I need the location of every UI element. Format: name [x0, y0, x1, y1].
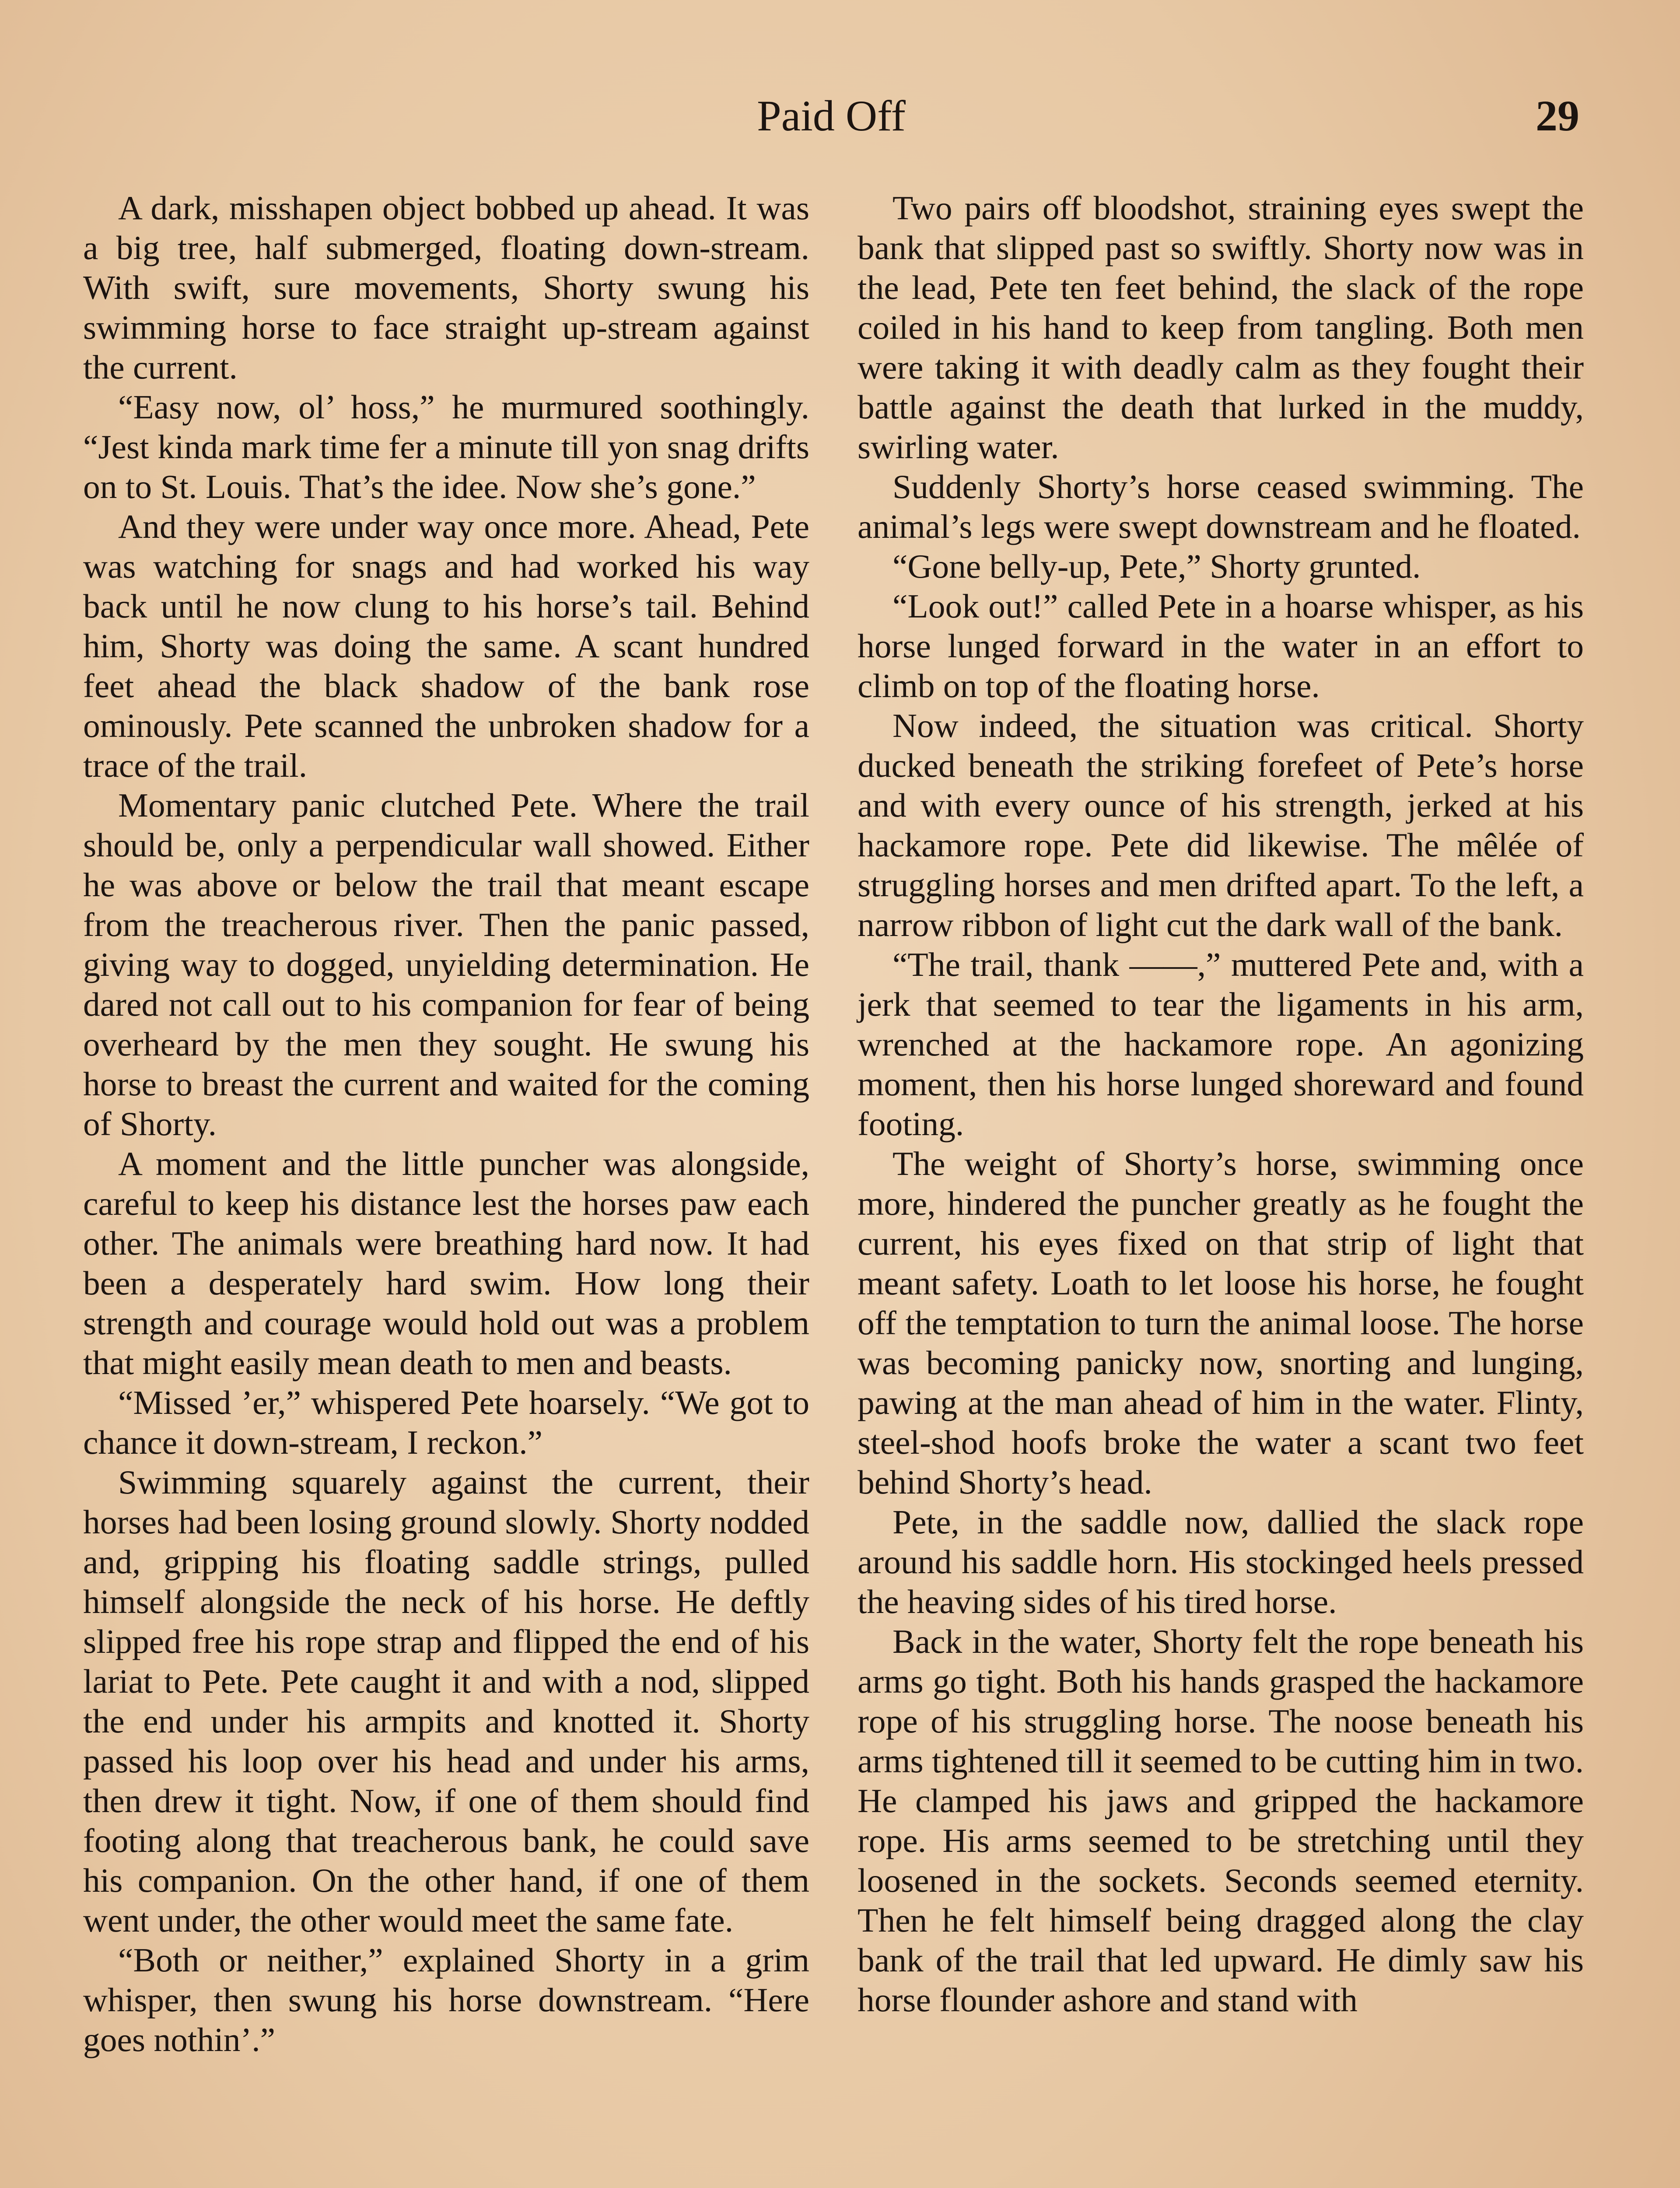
page-number: 29 — [1536, 91, 1579, 140]
paragraph: “Look out!” called Pete in a hoarse whisper, as his horse lunged forward in the water in an effort to climb on top of the floating horse. — [858, 587, 1584, 705]
paragraph: Suddenly Shorty’s horse ceased swimming. The animal’s legs were swept downstream and he floated. — [858, 468, 1584, 545]
paragraph: A moment and the little puncher was alongside, careful to keep his distance lest the horses paw each other. The animals were breathing hard now. It had been a desperately hard swim. How long their strength and courage would hold out was a problem that might easily mean death to men and beasts. — [83, 1145, 809, 1382]
paragraph: “Missed ’er,” whispered Pete hoarsely. “We got to chance it down-stream, I reckon.” — [83, 1384, 809, 1461]
text-column-right — [858, 188, 1584, 2020]
paragraph: Momentary panic clutched Pete. Where the trail should be, only a perpendicular wall showed. Either he was above or below the trail that meant escape from the treacherous river. Then the panic passed, giving way to dogged, unyielding determination. He dared not call out to his companion for fear of being overheard by the men they sought. He swung his horse to breast the current and waited for the coming of Shorty. — [83, 786, 809, 1143]
paragraph: “Gone belly-up, Pete,” Shorty grunted. — [892, 547, 1421, 585]
paragraph: “Both or neither,” explained Shorty in a grim whisper, then swung his horse downstream. “Here goes nothin’.” — [83, 1941, 809, 2058]
paragraph: A dark, misshapen object bobbed up ahead. It was a big tree, half submerged, floating down-stream. With swift, sure movements, Shorty swung his swimming horse to face straight up-stream against the current. — [83, 189, 809, 386]
text-column-left — [83, 188, 809, 2060]
paragraph: “Easy now, ol’ hoss,” he murmured soothingly. “Jest kinda mark time fer a minute till yon snag drifts on to St. Louis. That’s the idee. Now she’s gone.” — [83, 388, 809, 505]
paragraph: Two pairs off bloodshot, straining eyes swept the bank that slipped past so swiftly. Shorty now was in the lead, Pete ten feet behind, the slack of the rope coiled in his hand to keep from tangling. Both men were taking it with deadly calm as they fought their battle against the death that lurked in the muddy, swirling water. — [858, 189, 1584, 466]
paragraph: The weight of Shorty’s horse, swimming once more, hindered the puncher greatly as he fought the current, his eyes fixed on that strip of light that meant safety. Loath to let loose his horse, he fought off the temptation to turn the animal loose. The horse was becoming panicky now, snorting and lunging, pawing at the man ahead of him in the water. Flinty, steel-shod hoofs broke the water a scant two feet behind Shorty’s head. — [858, 1145, 1584, 1501]
page-header — [83, 83, 1579, 149]
paragraph: “The trail, thank ——,” muttered Pete and, with a jerk that seemed to tear the ligaments in his arm, wrenched at the hackamore rope. An agonizing moment, then his horse lunged shoreward and found footing. — [858, 946, 1584, 1143]
paragraph: And they were under way once more. Ahead, Pete was watching for snags and had worked his way back until he now clung to his horse’s tail. Behind him, Shorty was doing the same. A scant hundred feet ahead the black shadow of the bank rose ominously. Pete scanned the unbroken shadow for a trace of the trail. — [83, 508, 809, 784]
paragraph: Swimming squarely against the current, their horses had been losing ground slowly. Shorty nodded and, gripping his floating saddle strings, pulled himself alongside the neck of his horse. He deftly slipped free his rope strap and flipped the end of his lariat to Pete. Pete caught it and with a nod, slipped the end under his armpits and knotted it. Shorty passed his loop over his head and under his arms, then drew it tight. Now, if one of them should find footing along that treacherous bank, he could save his companion. On the other hand, if one of them went under, the other would meet the same fate. — [83, 1463, 809, 1939]
paragraph: Now indeed, the situation was critical. Shorty ducked beneath the striking forefeet of Pete’s horse and with every ounce of his strength, jerked at his hackamore rope. Pete did likewise. The mêlée of struggling horses and men drifted apart. To the left, a narrow ribbon of light cut the dark wall of the bank. — [858, 707, 1584, 943]
paragraph: Pete, in the saddle now, dallied the slack rope around his saddle horn. His stockinged heels pressed the heaving sides of his tired horse. — [858, 1503, 1584, 1620]
running-title: Paid Off — [757, 91, 906, 140]
paragraph: Back in the water, Shorty felt the rope beneath his arms go tight. Both his hands grasped the hackamore rope of his struggling horse. The noose beneath his arms tightened till it seemed to be cutting him in two. He clamped his jaws and gripped the hackamore rope. His arms seemed to be stretching until they loosened in the sockets. Seconds seemed eternity. Then he felt himself being dragged along the clay bank of the trail that led upward. He dimly saw his horse flounder ashore and stand with — [858, 1623, 1584, 2019]
